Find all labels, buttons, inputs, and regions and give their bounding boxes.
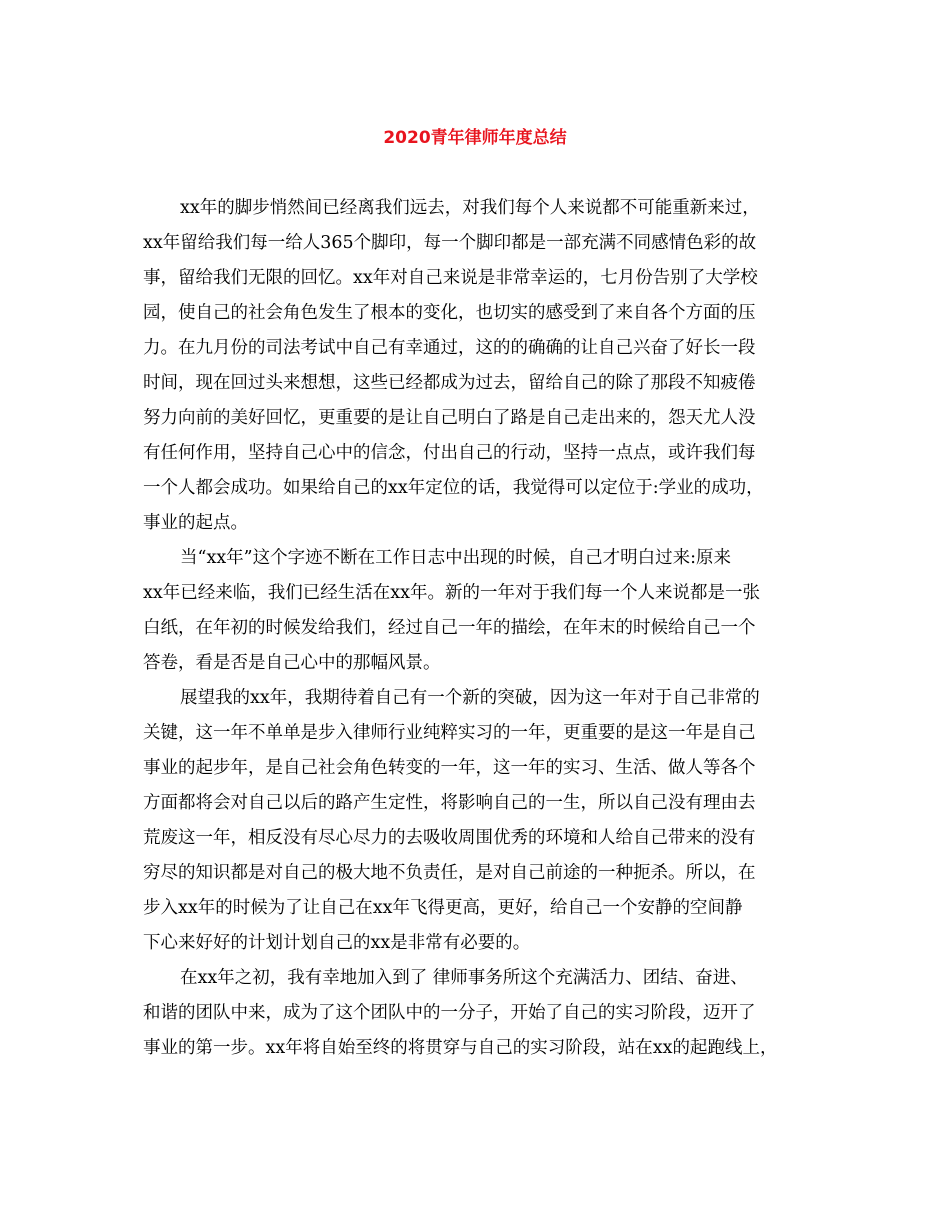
body-line: 事业的第一步。xx年将自始至终的将贯穿与自己的实习阶段，站在xx的起跑线上， [143,1038,778,1058]
body-line: 穷尽的知识都是对自己的极大地不负责任，是对自己前途的一种扼杀。所以，在 [143,863,756,883]
body-line: 展望我的xx年，我期待着自己有一个新的突破，因为这一年对于自己非常的 [180,688,760,708]
body-line: xx年已经来临，我们已经生活在xx年。新的一年对于我们每一个人来说都是一张 [143,583,760,603]
body-line: 力。在九月份的司法考试中自己有幸通过，这的的确确的让自己兴奋了好长一段 [143,338,756,358]
body-line: 下心来好好的计划计划自己的xx是非常有必要的。 [143,933,531,953]
body-line: 方面都将会对自己以后的路产生定性，将影响自己的一生，所以自己没有理由去 [143,793,756,813]
body-line: 关键，这一年不单单是步入律师行业纯粹实习的一年，更重要的是这一年是自己 [143,723,756,743]
body-line: 事业的起步年，是自己社会角色转变的一年，这一年的实习、生活、做人等各个 [143,758,756,778]
body-line: xx年的脚步悄然间已经离我们远去，对我们每个人来说都不可能重新来过， [180,198,760,218]
body-line: 答卷，看是否是自己心中的那幅风景。 [143,653,441,673]
body-line: 时间，现在回过头来想想，这些已经都成为过去，留给自己的除了那段不知疲倦 [143,373,756,393]
body-line: 荒废这一年，相反没有尽心尽力的去吸收周围优秀的环境和人给自己带来的没有 [143,828,756,848]
body-line: 步入xx年的时候为了让自己在xx年飞得更高，更好，给自己一个安静的空间静 [143,898,743,918]
body-line: 努力向前的美好回忆，更重要的是让自己明白了路是自己走出来的，怨天尤人没 [143,408,756,428]
body-line: 当“xx年”这个字迹不断在工作日志中出现的时候，自己才明白过来:原来 [180,548,732,568]
body-line: 事，留给我们无限的回忆。xx年对自己来说是非常幸运的，七月份告别了大学校 [143,268,758,288]
body-line: 在xx年之初，我有幸地加入到了 律师事务所这个充满活力、团结、奋进、 [180,968,748,988]
body-line: 白纸，在年初的时候发给我们，经过自己一年的描绘，在年末的时候给自己一个 [143,618,756,638]
body-line: 事业的起点。 [143,513,248,533]
body-line: 一个人都会成功。如果给自己的xx年定位的话，我觉得可以定位于:学业的成功， [143,478,764,498]
body-line: xx年留给我们每一给人365个脚印，每一个脚印都是一部充满不同感情色彩的故 [143,233,757,253]
body-line: 和谐的团队中来，成为了这个团队中的一分子，开始了自己的实习阶段，迈开了 [143,1003,756,1023]
document-title: 2020青年律师年度总结 [383,128,567,148]
body-line: 有任何作用，坚持自己心中的信念，付出自己的行动，坚持一点点，或许我们每 [143,443,756,463]
body-line: 园，使自己的社会角色发生了根本的变化，也切实的感受到了来自各个方面的压 [143,303,756,323]
